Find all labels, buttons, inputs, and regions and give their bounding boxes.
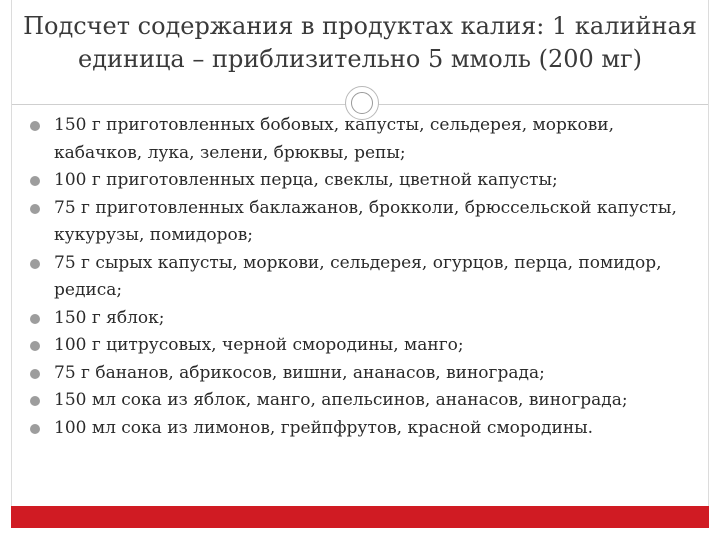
bullet-text: 75 г сырых капусты, моркови, сельдерея, огурцов, перца, помидор, редиса; (54, 252, 662, 300)
bullet-text: 150 г приготовленных бобовых, капусты, сельдерея, моркови, кабачков, лука, зелени, брюквы, репы; (54, 115, 615, 163)
frame-right-border (708, 0, 709, 528)
bullet-text: 100 мл сока из лимонов, грейпфрутов, красной смородины. (54, 417, 594, 438)
bullet-list (26, 112, 702, 442)
bullet-text: 100 г цитрусовых, черной смородины, манго; (54, 335, 464, 355)
content-area (26, 112, 702, 504)
bullet-text: 75 г бананов, абрикосов, вишни, ананасов, винограда; (54, 362, 545, 383)
bullet-dot-icon (30, 259, 40, 269)
circle-ornament-inner (351, 92, 373, 114)
bullet-item (26, 360, 702, 388)
bullet-dot-icon (30, 314, 40, 324)
bullet-item (26, 305, 702, 333)
bullet-dot-icon (30, 176, 40, 186)
bullet-dot-icon (30, 396, 40, 406)
bullet-text: 150 г яблок; (54, 307, 165, 328)
bullet-dot-icon (30, 204, 40, 214)
slide-title: Подсчет содержания в продуктах калия: 1 калийная единица – приблизительно 5 ммоль (200 мг) (23, 12, 697, 73)
bullet-item (26, 167, 702, 195)
bullet-item (26, 195, 702, 250)
bullet-text: 150 мл сока из яблок, манго, апельсинов, ананасов, винограда; (54, 390, 628, 410)
bullet-item (26, 112, 702, 167)
bullet-item (26, 332, 702, 360)
bullet-dot-icon (30, 341, 40, 351)
bullet-text: 100 г приготовленных перца, свеклы, цветной капусты; (54, 170, 558, 190)
bullet-dot-icon (30, 369, 40, 379)
bullet-dot-icon (30, 424, 40, 434)
bottom-accent-bar (11, 506, 709, 528)
bullet-item (26, 415, 702, 443)
bullet-item (26, 250, 702, 305)
bullet-item (26, 387, 702, 415)
bullet-text: 75 г приготовленных баклажанов, брокколи, брюссельской капусты, кукурузы, помидоров; (54, 197, 677, 245)
bullet-dot-icon (30, 121, 40, 131)
